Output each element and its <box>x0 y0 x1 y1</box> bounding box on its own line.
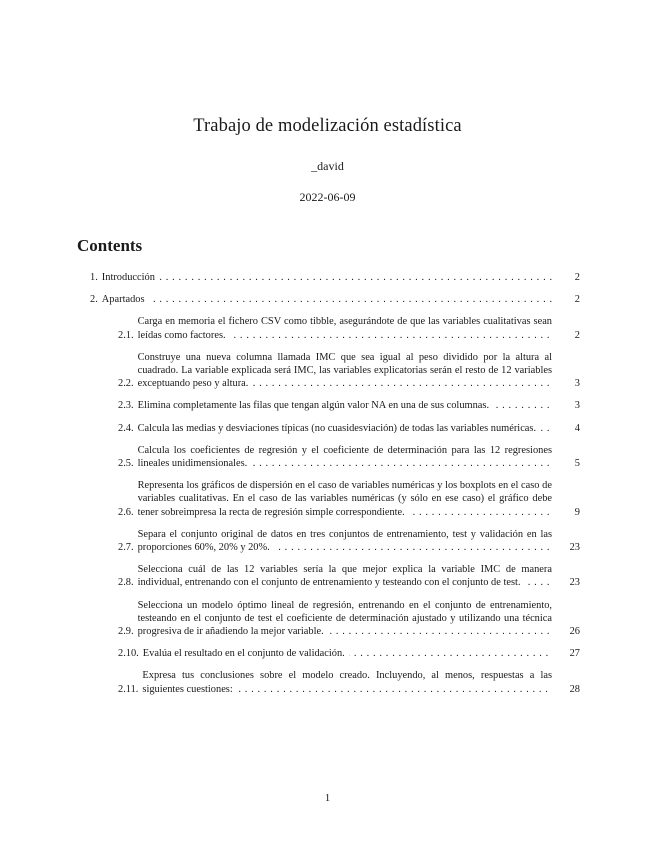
table-of-contents <box>90 271 580 696</box>
toc-entry-text <box>143 647 552 660</box>
toc-entry-label: Calcula las medias y desviaciones típicas (no cuasidesviación) de todas las variables numéricas. <box>138 423 540 434</box>
toc-entry-page: 4 <box>574 422 580 434</box>
toc-entry-number: 2. <box>90 294 98 306</box>
toc-entry[interactable] <box>90 315 580 341</box>
toc-entry[interactable] <box>90 399 580 412</box>
toc-entry[interactable] <box>90 528 580 554</box>
toc-entry-label: Elimina completamente las filas que tengan algún valor NA en una de sus columnas. <box>138 400 493 411</box>
toc-entry[interactable] <box>90 422 580 435</box>
toc-entry-number: 1. <box>90 272 98 283</box>
toc-entry-text <box>142 669 552 695</box>
toc-entry-text <box>138 315 552 341</box>
toc-entry-page: 2 <box>574 329 580 341</box>
toc-entry-page: 3 <box>574 378 580 390</box>
toc-entry-label: Introducción <box>102 272 159 283</box>
toc-entry-text <box>138 444 552 470</box>
toc-entry-page: 27 <box>569 648 580 660</box>
toc-entry-label: Expresa tus conclusiones sobre el modelo creado. Incluyendo, al menos, respuestas a las siguientes cuestiones: <box>142 670 552 695</box>
toc-entry[interactable] <box>90 271 580 284</box>
toc-entry-page: 3 <box>574 400 580 412</box>
toc-entry-label: Construye una nueva columna llamada IMC que sea igual al peso dividido por la altura al cuadrado. La variable explicada será IMC, las variables explicatorias serán el resto de 12 variables exceptuando peso y altura. <box>137 351 552 390</box>
document-date: 2022-06-09 <box>299 190 356 204</box>
toc-entry[interactable] <box>90 647 580 660</box>
toc-entry-text <box>138 563 552 589</box>
toc-entry-text <box>102 293 552 306</box>
toc-entry-text <box>138 351 552 391</box>
toc-entry-label: Carga en memoria el fichero CSV como tibble, asegurándote de que las variables cualitativas sean leídas como factores. <box>137 316 552 341</box>
toc-entry-label: Apartados <box>102 294 149 305</box>
toc-entry-label: Selecciona un modelo óptimo lineal de regresión, entrenando en el conjunto de entrenamiento, testeando en el conjunto de test el coeficiente de determinación ajustado y utilizando una técnica progresiva de ir añadiendo la mejor variable. <box>137 599 552 638</box>
toc-entry-number: 2.5. <box>118 458 134 470</box>
toc-entry-label: Calcula los coeficientes de regresión y el coeficiente de determinación para las 12 regresiones lineales unidimensionales. <box>137 444 552 470</box>
toc-entry-page: 2 <box>574 294 580 306</box>
toc-entry-text <box>138 599 552 639</box>
document-author: _david <box>311 159 344 173</box>
toc-entry[interactable] <box>90 351 580 391</box>
toc-entry-page: 28 <box>569 683 580 695</box>
toc-entry-label: Selecciona cuál de las 12 variables sería la que mejor explica la variable IMC de manera individual, entrenando con el conjunto de entrenamiento y testeando con el conjunto de test. <box>137 564 552 589</box>
toc-entry[interactable] <box>90 563 580 589</box>
toc-entry-page: 2 <box>574 272 580 283</box>
toc-entry-number: 2.6. <box>118 506 134 518</box>
toc-entry[interactable] <box>90 444 580 470</box>
toc-entry-number: 2.3. <box>118 400 134 412</box>
toc-entry-number: 2.2. <box>118 378 134 390</box>
toc-entry-number: 2.4. <box>118 422 134 434</box>
toc-entry-label: Representa los gráficos de dispersión en el caso de variables numéricas y los boxplots en el caso de variables cualitativas. En el caso de las variables numéricas (y sólo en ese caso) el gráfico debe tener sobreimpresa la recta de regresión simple correspondiente. <box>137 480 552 518</box>
toc-entry-label: Evalúa el resultado en el conjunto de validación. <box>143 648 349 659</box>
toc-entry-text <box>138 479 552 519</box>
toc-entry[interactable] <box>90 599 580 639</box>
toc-entry-page: 5 <box>574 458 580 470</box>
toc-entry[interactable] <box>90 479 580 519</box>
toc-entry-page: 23 <box>569 577 580 589</box>
toc-entry-text <box>102 271 552 284</box>
toc-entry[interactable] <box>90 669 580 695</box>
toc-entry-number: 2.8. <box>118 577 134 589</box>
toc-entry-page: 26 <box>569 626 580 638</box>
toc-entry-number: 2.9. <box>118 626 134 638</box>
toc-entry-number: 2.11. <box>118 683 139 695</box>
toc-entry[interactable] <box>90 293 580 306</box>
page-number: 1 <box>324 792 331 804</box>
toc-entry-label: Separa el conjunto original de datos en tres conjuntos de entrenamiento, test y validación en las proporciones 60%, 20% y 20%. <box>137 528 552 554</box>
document-title: Trabajo de modelización estadística <box>193 116 462 136</box>
toc-entry-text <box>138 528 552 554</box>
toc-entry-number: 2.7. <box>118 542 134 554</box>
toc-entry-text <box>138 422 552 435</box>
toc-entry-number: 2.1. <box>118 329 134 341</box>
toc-entry-page: 9 <box>574 506 580 518</box>
toc-entry-number: 2.10. <box>118 648 139 660</box>
toc-entry-text <box>138 399 552 412</box>
contents-heading: Contents <box>77 236 143 255</box>
toc-entry-page: 23 <box>569 542 580 554</box>
